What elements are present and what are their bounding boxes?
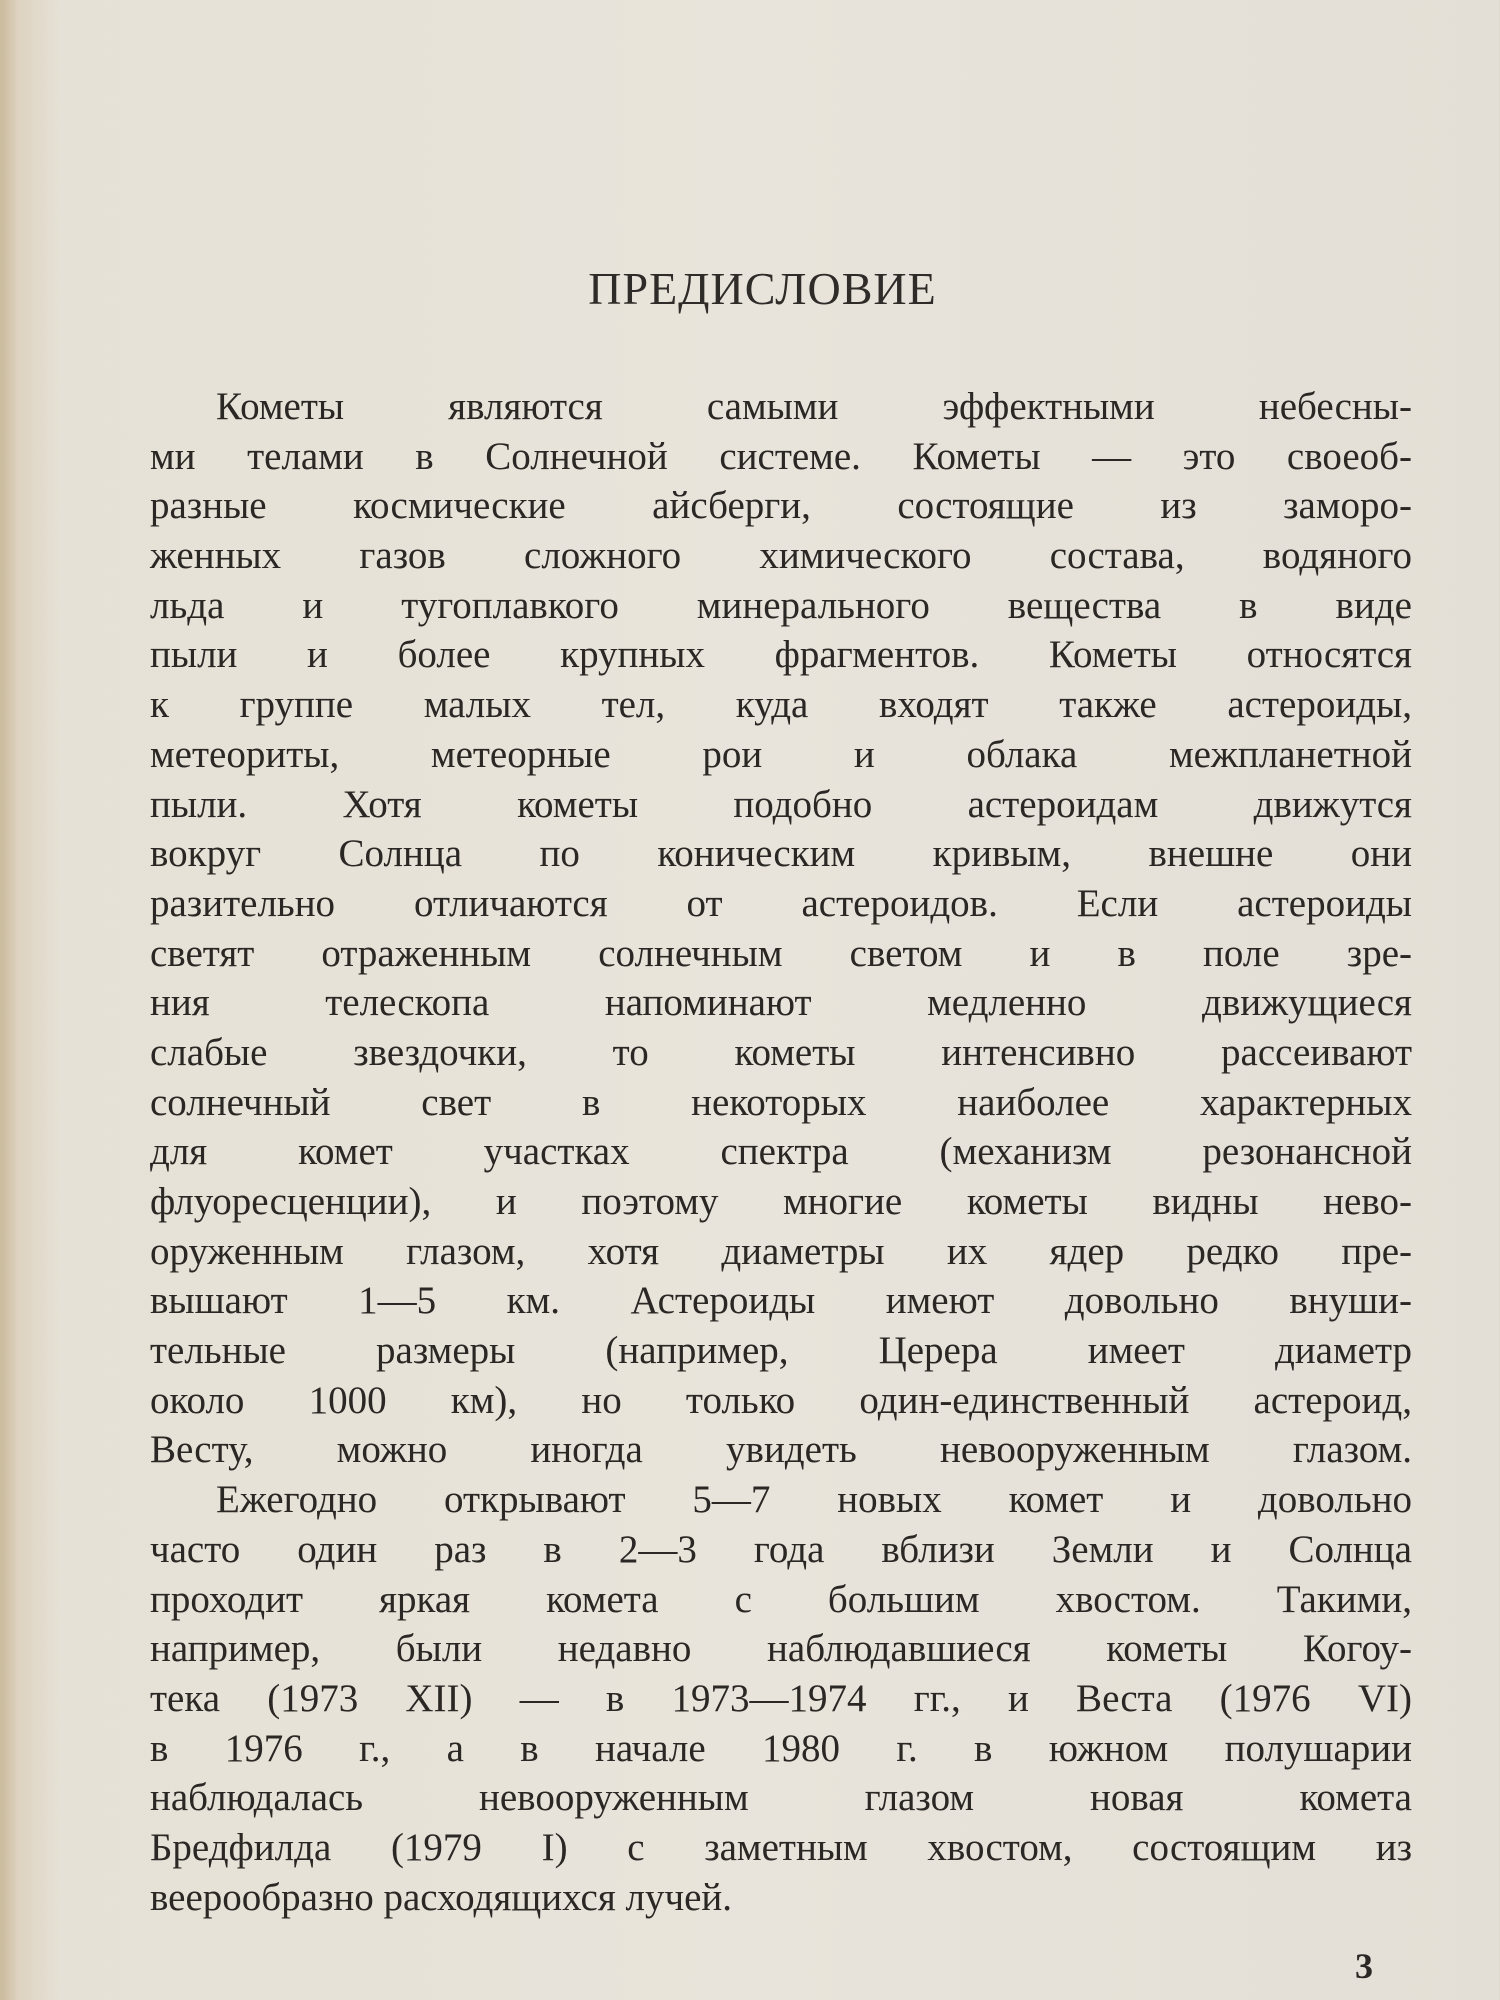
text-line: оруженным глазом, хотя диаметры их ядер редко пре- bbox=[150, 1229, 1412, 1273]
text-line: проходит яркая комета с большим хвостом. Такими, bbox=[150, 1577, 1412, 1621]
text-line: ния телескопа напоминают медленно движущиеся bbox=[150, 981, 1412, 1025]
text-line: тека (1973 XII) — в 1973—1974 гг., и Веста (1976 VI) bbox=[150, 1676, 1412, 1720]
text-line: пыли. Хотя кометы подобно астероидам движутся bbox=[150, 782, 1412, 826]
text-line: флуоресценции), и поэтому многие кометы видны нево- bbox=[150, 1180, 1412, 1223]
text-line: Кометы являются самыми эффектными небесны- bbox=[216, 385, 1412, 428]
text-line: наблюдалась невооруженным глазом новая комета bbox=[150, 1776, 1412, 1820]
text-line: слабые звездочки, то кометы интенсивно рассеивают bbox=[150, 1030, 1412, 1074]
text-line: солнечный свет в некоторых наиболее характерных bbox=[150, 1080, 1412, 1124]
text-line: часто один раз в 2—3 года вблизи Земли и Солнца bbox=[150, 1527, 1412, 1571]
text-line: в 1976 г., а в начале 1980 г. в южном полушарии bbox=[150, 1726, 1412, 1770]
text-line: метеориты, метеорные рои и облака межпланетной bbox=[150, 732, 1412, 776]
text-line: для комет участках спектра (механизм резонансной bbox=[150, 1130, 1412, 1174]
text-line: разные космические айсберги, состоящие из заморо- bbox=[150, 484, 1412, 528]
text-line: около 1000 км), но только один-единственный астероид, bbox=[150, 1378, 1412, 1422]
text-line: к группе малых тел, куда входят также астероиды, bbox=[150, 683, 1412, 727]
text-line: веерообразно расходящихся лучей. bbox=[150, 1875, 733, 1919]
text-line: женных газов сложного химического состава, водяного bbox=[150, 534, 1412, 578]
body-text bbox=[150, 382, 1412, 1922]
text-line: льда и тугоплавкого минерального вещества в виде bbox=[150, 583, 1412, 627]
text-line: вокруг Солнца по коническим кривым, внешне они bbox=[150, 832, 1412, 876]
text-line: светят отраженным солнечным светом и в поле зре- bbox=[150, 931, 1412, 975]
text-line: например, были недавно наблюдавшиеся кометы Когоу- bbox=[150, 1627, 1412, 1671]
text-line: Ежегодно открывают 5—7 новых комет и довольно bbox=[216, 1478, 1412, 1522]
text-line: ми телами в Солнечной системе. Кометы — это своеоб- bbox=[150, 434, 1412, 478]
text-line: Весту, можно иногда увидеть невооруженным глазом. bbox=[150, 1428, 1412, 1472]
page-title: ПРЕДИСЛОВИЕ bbox=[588, 263, 937, 314]
text-line: Бредфилда (1979 I) с заметным хвостом, состоящим из bbox=[150, 1825, 1412, 1869]
page-number: 3 bbox=[1355, 1946, 1373, 1986]
text-line: разительно отличаются от астероидов. Если астероиды bbox=[150, 881, 1412, 925]
text-line: вышают 1—5 км. Астероиды имеют довольно внуши- bbox=[150, 1279, 1412, 1323]
text-line: тельные размеры (например, Церера имеет диаметр bbox=[150, 1329, 1412, 1373]
text-line: пыли и более крупных фрагментов. Кометы относятся bbox=[150, 633, 1412, 677]
